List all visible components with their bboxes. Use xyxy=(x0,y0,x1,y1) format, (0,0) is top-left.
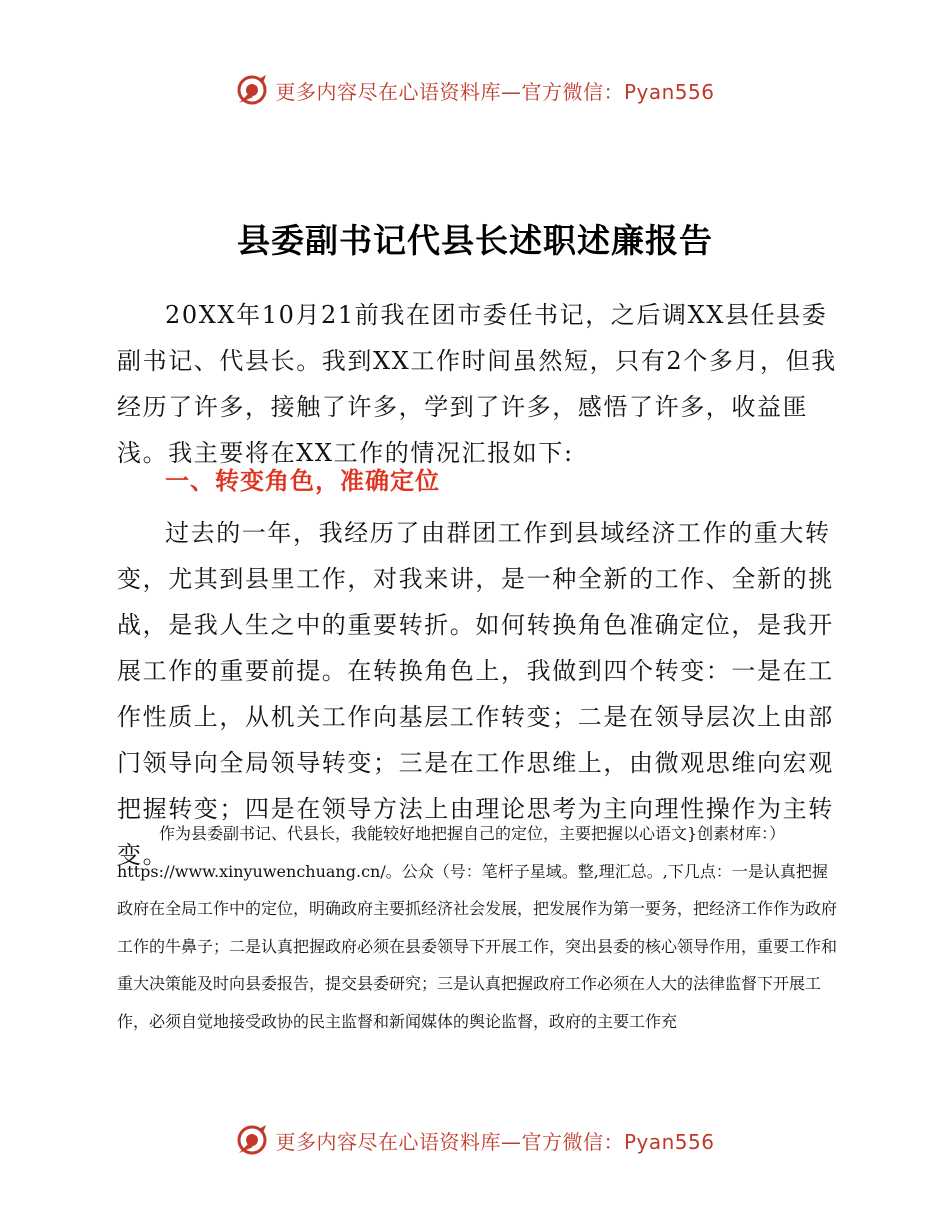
pen-nib-logo-icon xyxy=(235,1123,269,1157)
paragraph-positioning-text: 作为县委副书记、代县长，我能较好地把握自己的定位，主要把握以心语文}创素材库：）https://www.xinyuwenchuang.cn/。公众（号：笔杆子星域。整,理汇总。,下几点：一是认真把握政府在全局工作中的定位，明确政府主要抓经济社会发展，把发展作为第一要务，把经济工作作为政府工作的牛鼻子；二是认真把握政府必须在县委领导下开展工作，突出县委的核心领导作用，重要工作和重大决策能及时向县委报告，提交县委研究；三是认真把握政府工作必须在人大的法律监督下开展工作，必须自觉地接受政协的民主监督和新闻媒体的舆论监督，政府的主要工作充 xyxy=(117,824,838,1031)
paragraph-role-change-text: 过去的一年，我经历了由群团工作到县域经济工作的重大转变，尤其到县里工作，对我来讲，是一种全新的工作、全新的挑战，是我人生之中的重要转折。如何转换角色准确定位，是我开展工作的重要前提。在转换角色上，我做到四个转变：一是在工作性质上，从机关工作向基层工作转变；二是在领导层次上由部门领导向全局领导转变；三是在工作思维上，由微观思维向宏观把握转变；四是在领导方法上由理论思考为主向理性操作为主转变。 xyxy=(117,519,834,869)
footer-banner xyxy=(0,1120,950,1160)
document-title: 县委副书记代县长述职述廉报告 xyxy=(237,221,713,260)
paragraph-positioning xyxy=(117,815,842,1040)
pen-nib-logo-icon xyxy=(235,73,269,107)
paragraph-intro xyxy=(117,292,845,476)
banner-text: 更多内容尽在心语资料库—官方微信：Pyan556 xyxy=(275,79,715,104)
paragraph-intro-text: 20XX年10月21前我在团市委任书记，之后调XX县任县委副书记、代县长。我到XX工作时间虽然短，只有2个多月，但我经历了许多，接触了许多，学到了许多，感悟了许多，收益匪浅。我主要将在XX工作的情况汇报如下: xyxy=(117,301,837,467)
section-heading: 一、转变角色，准确定位 xyxy=(165,467,440,495)
banner-text: 更多内容尽在心语资料库—官方微信：Pyan556 xyxy=(275,1129,715,1154)
header-banner xyxy=(0,70,950,110)
